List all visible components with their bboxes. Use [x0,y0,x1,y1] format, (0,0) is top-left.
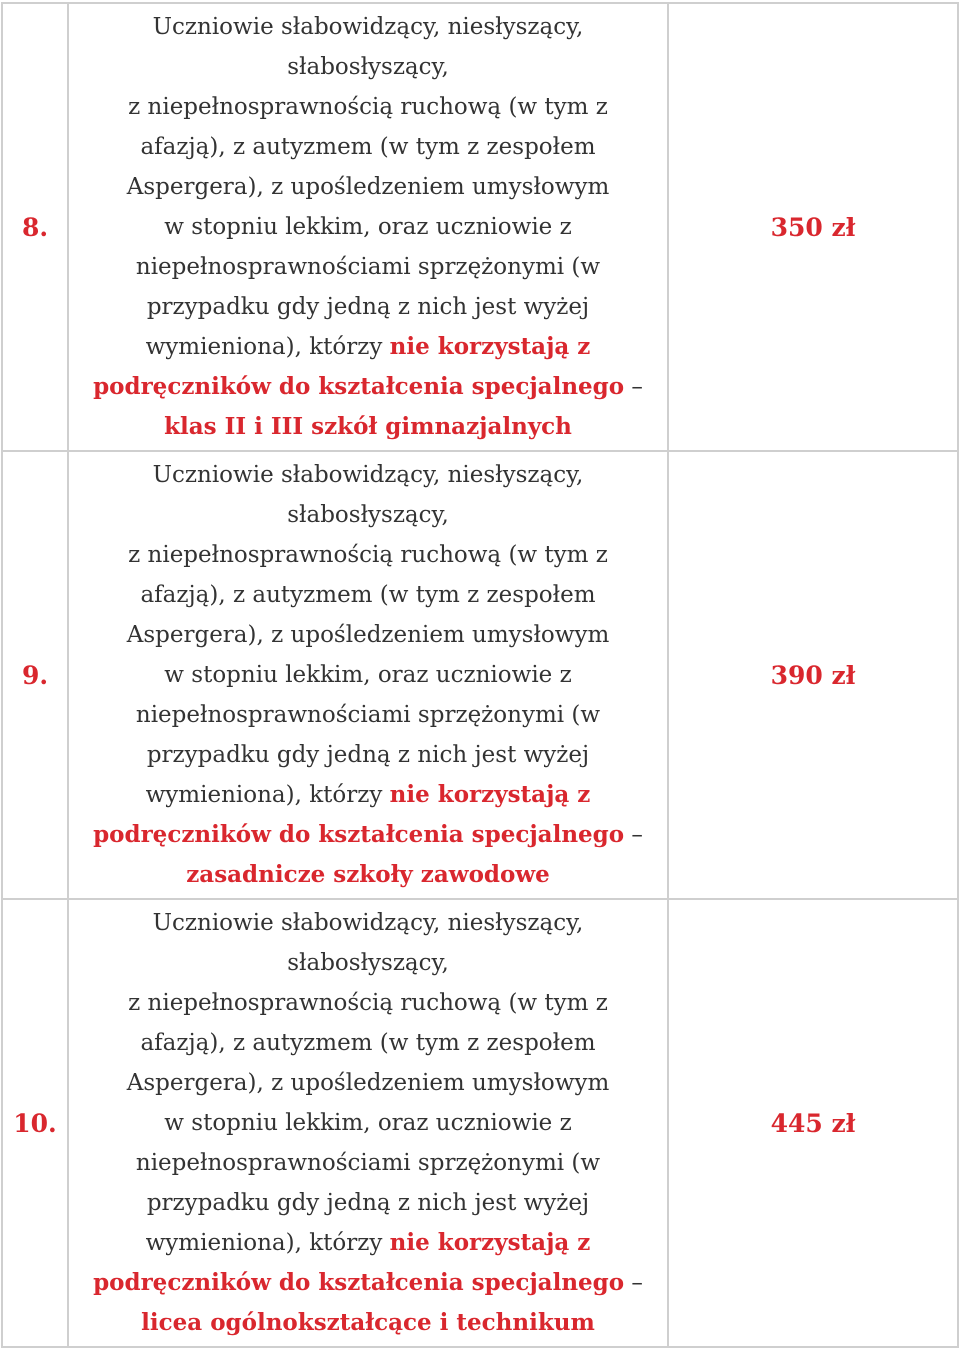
row-number: 8. [2,3,68,451]
row-description [68,899,668,1347]
description-line: Aspergera), z upośledzeniem umysłowym [126,1070,610,1096]
highlight-text: podręczników do kształcenia specjalnego [93,821,625,848]
description-line: afazją), z autyzmem (w tym z zespołem [140,582,596,608]
table-row [2,899,958,1347]
description-line: niepełnosprawnościami sprzężonymi (w [135,254,601,280]
description-line: afazją), z autyzmem (w tym z zespołem [140,1030,596,1056]
highlight-text: nie korzystają z [389,781,591,808]
description-line: przypadku gdy jedną z nich jest wyżej [146,294,590,320]
description-text: wymieniona), którzy [145,782,390,808]
dash-text: – [624,1270,643,1296]
description-line: w stopniu lekkim, oraz uczniowie z [164,662,572,688]
description-line: słabosłyszący, [287,502,449,528]
description-line: niepełnosprawnościami sprzężonymi (w [135,1150,601,1176]
description-line [69,367,667,407]
description-line: afazją), z autyzmem (w tym z zespołem [140,134,596,160]
row-description [68,451,668,899]
description-line [69,327,667,367]
description-line [69,815,667,855]
description-line: niepełnosprawnościami sprzężonymi (w [135,702,601,728]
description-line: słabosłyszący, [287,54,449,80]
description-line: Aspergera), z upośledzeniem umysłowym [126,174,610,200]
description-line: Aspergera), z upośledzeniem umysłowym [126,622,610,648]
table-row [2,3,958,451]
school-category: klas II i III szkół gimnazjalnych [164,413,572,440]
allowance-amount: 445 zł [668,899,958,1347]
description-line [69,1263,667,1303]
description-line: w stopniu lekkim, oraz uczniowie z [164,1110,572,1136]
description-line: z niepełnosprawnością ruchową (w tym z [128,542,608,568]
dash-text: – [624,374,643,400]
description-line: przypadku gdy jedną z nich jest wyżej [146,1190,590,1216]
dash-text: – [624,822,643,848]
description-line: z niepełnosprawnością ruchową (w tym z [128,990,608,1016]
highlight-text: podręczników do kształcenia specjalnego [93,1269,625,1296]
description-line: w stopniu lekkim, oraz uczniowie z [164,214,572,240]
highlight-text: nie korzystają z [389,1229,591,1256]
table-row [2,451,958,899]
allowance-amount: 390 zł [668,451,958,899]
school-category: zasadnicze szkoły zawodowe [186,861,550,888]
highlight-text: podręczników do kształcenia specjalnego [93,373,625,400]
description-line: słabosłyszący, [287,950,449,976]
allowance-amount: 350 zł [668,3,958,451]
description-line: przypadku gdy jedną z nich jest wyżej [146,742,590,768]
row-number: 10. [2,899,68,1347]
description-line: z niepełnosprawnością ruchową (w tym z [128,94,608,120]
row-description [68,3,668,451]
description-text: wymieniona), którzy [145,1230,390,1256]
school-category: licea ogólnokształcące i technikum [141,1309,595,1336]
allowance-table [1,2,959,1348]
row-number: 9. [2,451,68,899]
description-line [69,775,667,815]
description-line: Uczniowie słabowidzący, niesłyszący, [152,14,584,40]
description-line: Uczniowie słabowidzący, niesłyszący, [152,462,584,488]
description-line [69,1223,667,1263]
description-text: wymieniona), którzy [145,334,390,360]
highlight-text: nie korzystają z [389,333,591,360]
description-line: Uczniowie słabowidzący, niesłyszący, [152,910,584,936]
